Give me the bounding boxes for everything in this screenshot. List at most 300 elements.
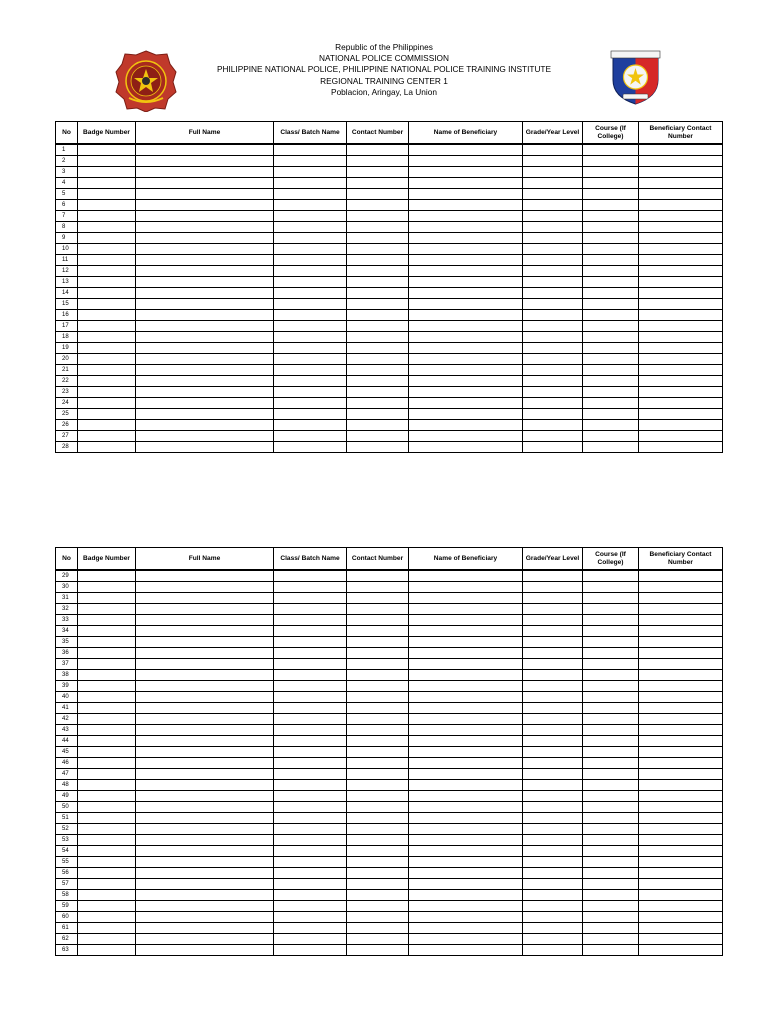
cell-class-batch-name[interactable] bbox=[274, 615, 347, 626]
cell-beneficiary-contact-number[interactable] bbox=[639, 189, 723, 200]
cell-full-name[interactable] bbox=[136, 376, 274, 387]
cell-full-name[interactable] bbox=[136, 299, 274, 310]
cell-badge-number[interactable] bbox=[78, 299, 136, 310]
cell-course-if-college[interactable] bbox=[583, 189, 639, 200]
cell-course-if-college[interactable] bbox=[583, 659, 639, 670]
cell-full-name[interactable] bbox=[136, 879, 274, 890]
cell-badge-number[interactable] bbox=[78, 857, 136, 868]
cell-badge-number[interactable] bbox=[78, 593, 136, 604]
cell-name-of-beneficiary[interactable] bbox=[409, 703, 523, 714]
cell-grade-year-level[interactable] bbox=[523, 846, 583, 857]
cell-badge-number[interactable] bbox=[78, 868, 136, 879]
cell-grade-year-level[interactable] bbox=[523, 912, 583, 923]
cell-class-batch-name[interactable] bbox=[274, 703, 347, 714]
cell-grade-year-level[interactable] bbox=[523, 277, 583, 288]
cell-badge-number[interactable] bbox=[78, 387, 136, 398]
cell-contact-number[interactable] bbox=[347, 791, 409, 802]
cell-beneficiary-contact-number[interactable] bbox=[639, 945, 723, 956]
cell-beneficiary-contact-number[interactable] bbox=[639, 409, 723, 420]
cell-full-name[interactable] bbox=[136, 582, 274, 593]
cell-contact-number[interactable] bbox=[347, 615, 409, 626]
cell-course-if-college[interactable] bbox=[583, 582, 639, 593]
cell-beneficiary-contact-number[interactable] bbox=[639, 288, 723, 299]
cell-contact-number[interactable] bbox=[347, 604, 409, 615]
cell-course-if-college[interactable] bbox=[583, 703, 639, 714]
cell-beneficiary-contact-number[interactable] bbox=[639, 824, 723, 835]
cell-class-batch-name[interactable] bbox=[274, 747, 347, 758]
cell-full-name[interactable] bbox=[136, 692, 274, 703]
cell-contact-number[interactable] bbox=[347, 692, 409, 703]
cell-grade-year-level[interactable] bbox=[523, 659, 583, 670]
cell-grade-year-level[interactable] bbox=[523, 570, 583, 582]
cell-grade-year-level[interactable] bbox=[523, 714, 583, 725]
cell-badge-number[interactable] bbox=[78, 321, 136, 332]
cell-full-name[interactable] bbox=[136, 747, 274, 758]
cell-badge-number[interactable] bbox=[78, 758, 136, 769]
cell-badge-number[interactable] bbox=[78, 365, 136, 376]
cell-beneficiary-contact-number[interactable] bbox=[639, 244, 723, 255]
cell-course-if-college[interactable] bbox=[583, 255, 639, 266]
cell-badge-number[interactable] bbox=[78, 769, 136, 780]
cell-course-if-college[interactable] bbox=[583, 593, 639, 604]
cell-contact-number[interactable] bbox=[347, 879, 409, 890]
cell-class-batch-name[interactable] bbox=[274, 868, 347, 879]
cell-contact-number[interactable] bbox=[347, 211, 409, 222]
cell-name-of-beneficiary[interactable] bbox=[409, 670, 523, 681]
cell-badge-number[interactable] bbox=[78, 681, 136, 692]
cell-class-batch-name[interactable] bbox=[274, 321, 347, 332]
cell-grade-year-level[interactable] bbox=[523, 802, 583, 813]
cell-beneficiary-contact-number[interactable] bbox=[639, 868, 723, 879]
cell-contact-number[interactable] bbox=[347, 923, 409, 934]
cell-full-name[interactable] bbox=[136, 604, 274, 615]
cell-contact-number[interactable] bbox=[347, 299, 409, 310]
cell-course-if-college[interactable] bbox=[583, 692, 639, 703]
cell-beneficiary-contact-number[interactable] bbox=[639, 211, 723, 222]
cell-badge-number[interactable] bbox=[78, 200, 136, 211]
cell-badge-number[interactable] bbox=[78, 714, 136, 725]
cell-beneficiary-contact-number[interactable] bbox=[639, 802, 723, 813]
cell-beneficiary-contact-number[interactable] bbox=[639, 813, 723, 824]
cell-grade-year-level[interactable] bbox=[523, 332, 583, 343]
cell-contact-number[interactable] bbox=[347, 780, 409, 791]
cell-beneficiary-contact-number[interactable] bbox=[639, 780, 723, 791]
cell-course-if-college[interactable] bbox=[583, 890, 639, 901]
cell-grade-year-level[interactable] bbox=[523, 167, 583, 178]
cell-grade-year-level[interactable] bbox=[523, 156, 583, 167]
cell-class-batch-name[interactable] bbox=[274, 714, 347, 725]
cell-grade-year-level[interactable] bbox=[523, 310, 583, 321]
cell-grade-year-level[interactable] bbox=[523, 354, 583, 365]
cell-grade-year-level[interactable] bbox=[523, 288, 583, 299]
cell-class-batch-name[interactable] bbox=[274, 211, 347, 222]
cell-contact-number[interactable] bbox=[347, 637, 409, 648]
cell-contact-number[interactable] bbox=[347, 167, 409, 178]
cell-full-name[interactable] bbox=[136, 769, 274, 780]
cell-full-name[interactable] bbox=[136, 901, 274, 912]
cell-full-name[interactable] bbox=[136, 398, 274, 409]
cell-class-batch-name[interactable] bbox=[274, 354, 347, 365]
cell-full-name[interactable] bbox=[136, 758, 274, 769]
cell-name-of-beneficiary[interactable] bbox=[409, 615, 523, 626]
cell-beneficiary-contact-number[interactable] bbox=[639, 670, 723, 681]
cell-course-if-college[interactable] bbox=[583, 637, 639, 648]
cell-full-name[interactable] bbox=[136, 659, 274, 670]
cell-contact-number[interactable] bbox=[347, 420, 409, 431]
cell-name-of-beneficiary[interactable] bbox=[409, 868, 523, 879]
cell-name-of-beneficiary[interactable] bbox=[409, 934, 523, 945]
cell-class-batch-name[interactable] bbox=[274, 912, 347, 923]
cell-course-if-college[interactable] bbox=[583, 420, 639, 431]
cell-name-of-beneficiary[interactable] bbox=[409, 736, 523, 747]
cell-class-batch-name[interactable] bbox=[274, 934, 347, 945]
cell-contact-number[interactable] bbox=[347, 222, 409, 233]
cell-course-if-college[interactable] bbox=[583, 222, 639, 233]
cell-badge-number[interactable] bbox=[78, 255, 136, 266]
cell-badge-number[interactable] bbox=[78, 780, 136, 791]
cell-grade-year-level[interactable] bbox=[523, 670, 583, 681]
cell-full-name[interactable] bbox=[136, 615, 274, 626]
cell-course-if-college[interactable] bbox=[583, 648, 639, 659]
cell-name-of-beneficiary[interactable] bbox=[409, 222, 523, 233]
cell-name-of-beneficiary[interactable] bbox=[409, 144, 523, 156]
cell-course-if-college[interactable] bbox=[583, 354, 639, 365]
cell-name-of-beneficiary[interactable] bbox=[409, 923, 523, 934]
cell-badge-number[interactable] bbox=[78, 332, 136, 343]
cell-beneficiary-contact-number[interactable] bbox=[639, 659, 723, 670]
cell-contact-number[interactable] bbox=[347, 582, 409, 593]
cell-badge-number[interactable] bbox=[78, 277, 136, 288]
cell-contact-number[interactable] bbox=[347, 255, 409, 266]
cell-course-if-college[interactable] bbox=[583, 868, 639, 879]
cell-beneficiary-contact-number[interactable] bbox=[639, 299, 723, 310]
cell-full-name[interactable] bbox=[136, 824, 274, 835]
cell-beneficiary-contact-number[interactable] bbox=[639, 604, 723, 615]
cell-name-of-beneficiary[interactable] bbox=[409, 570, 523, 582]
cell-class-batch-name[interactable] bbox=[274, 288, 347, 299]
cell-grade-year-level[interactable] bbox=[523, 266, 583, 277]
cell-course-if-college[interactable] bbox=[583, 431, 639, 442]
cell-course-if-college[interactable] bbox=[583, 144, 639, 156]
cell-course-if-college[interactable] bbox=[583, 714, 639, 725]
cell-beneficiary-contact-number[interactable] bbox=[639, 420, 723, 431]
cell-badge-number[interactable] bbox=[78, 692, 136, 703]
cell-course-if-college[interactable] bbox=[583, 681, 639, 692]
cell-grade-year-level[interactable] bbox=[523, 824, 583, 835]
cell-name-of-beneficiary[interactable] bbox=[409, 244, 523, 255]
cell-badge-number[interactable] bbox=[78, 354, 136, 365]
cell-badge-number[interactable] bbox=[78, 442, 136, 453]
cell-contact-number[interactable] bbox=[347, 266, 409, 277]
cell-contact-number[interactable] bbox=[347, 868, 409, 879]
cell-full-name[interactable] bbox=[136, 736, 274, 747]
cell-badge-number[interactable] bbox=[78, 144, 136, 156]
cell-name-of-beneficiary[interactable] bbox=[409, 626, 523, 637]
cell-class-batch-name[interactable] bbox=[274, 725, 347, 736]
cell-name-of-beneficiary[interactable] bbox=[409, 813, 523, 824]
cell-badge-number[interactable] bbox=[78, 431, 136, 442]
cell-name-of-beneficiary[interactable] bbox=[409, 791, 523, 802]
cell-name-of-beneficiary[interactable] bbox=[409, 288, 523, 299]
cell-badge-number[interactable] bbox=[78, 802, 136, 813]
cell-course-if-college[interactable] bbox=[583, 178, 639, 189]
cell-contact-number[interactable] bbox=[347, 189, 409, 200]
cell-name-of-beneficiary[interactable] bbox=[409, 354, 523, 365]
cell-contact-number[interactable] bbox=[347, 365, 409, 376]
cell-beneficiary-contact-number[interactable] bbox=[639, 321, 723, 332]
cell-name-of-beneficiary[interactable] bbox=[409, 758, 523, 769]
cell-contact-number[interactable] bbox=[347, 934, 409, 945]
cell-badge-number[interactable] bbox=[78, 156, 136, 167]
cell-full-name[interactable] bbox=[136, 167, 274, 178]
cell-contact-number[interactable] bbox=[347, 387, 409, 398]
cell-full-name[interactable] bbox=[136, 868, 274, 879]
cell-full-name[interactable] bbox=[136, 420, 274, 431]
cell-badge-number[interactable] bbox=[78, 310, 136, 321]
cell-contact-number[interactable] bbox=[347, 332, 409, 343]
cell-badge-number[interactable] bbox=[78, 420, 136, 431]
cell-contact-number[interactable] bbox=[347, 178, 409, 189]
cell-beneficiary-contact-number[interactable] bbox=[639, 648, 723, 659]
cell-contact-number[interactable] bbox=[347, 681, 409, 692]
cell-badge-number[interactable] bbox=[78, 615, 136, 626]
cell-name-of-beneficiary[interactable] bbox=[409, 681, 523, 692]
cell-grade-year-level[interactable] bbox=[523, 637, 583, 648]
cell-class-batch-name[interactable] bbox=[274, 167, 347, 178]
cell-contact-number[interactable] bbox=[347, 736, 409, 747]
cell-beneficiary-contact-number[interactable] bbox=[639, 835, 723, 846]
cell-badge-number[interactable] bbox=[78, 890, 136, 901]
cell-class-batch-name[interactable] bbox=[274, 310, 347, 321]
cell-contact-number[interactable] bbox=[347, 277, 409, 288]
cell-grade-year-level[interactable] bbox=[523, 945, 583, 956]
cell-beneficiary-contact-number[interactable] bbox=[639, 222, 723, 233]
cell-full-name[interactable] bbox=[136, 890, 274, 901]
cell-course-if-college[interactable] bbox=[583, 200, 639, 211]
cell-course-if-college[interactable] bbox=[583, 332, 639, 343]
cell-contact-number[interactable] bbox=[347, 244, 409, 255]
cell-beneficiary-contact-number[interactable] bbox=[639, 791, 723, 802]
cell-class-batch-name[interactable] bbox=[274, 343, 347, 354]
cell-name-of-beneficiary[interactable] bbox=[409, 398, 523, 409]
cell-badge-number[interactable] bbox=[78, 244, 136, 255]
cell-name-of-beneficiary[interactable] bbox=[409, 156, 523, 167]
cell-name-of-beneficiary[interactable] bbox=[409, 714, 523, 725]
cell-course-if-college[interactable] bbox=[583, 442, 639, 453]
cell-full-name[interactable] bbox=[136, 442, 274, 453]
cell-full-name[interactable] bbox=[136, 670, 274, 681]
cell-course-if-college[interactable] bbox=[583, 156, 639, 167]
cell-full-name[interactable] bbox=[136, 200, 274, 211]
cell-grade-year-level[interactable] bbox=[523, 178, 583, 189]
cell-grade-year-level[interactable] bbox=[523, 376, 583, 387]
cell-class-batch-name[interactable] bbox=[274, 255, 347, 266]
cell-contact-number[interactable] bbox=[347, 912, 409, 923]
cell-beneficiary-contact-number[interactable] bbox=[639, 901, 723, 912]
cell-contact-number[interactable] bbox=[347, 703, 409, 714]
cell-contact-number[interactable] bbox=[347, 714, 409, 725]
cell-course-if-college[interactable] bbox=[583, 244, 639, 255]
cell-class-batch-name[interactable] bbox=[274, 178, 347, 189]
cell-grade-year-level[interactable] bbox=[523, 923, 583, 934]
cell-grade-year-level[interactable] bbox=[523, 211, 583, 222]
cell-course-if-college[interactable] bbox=[583, 857, 639, 868]
cell-name-of-beneficiary[interactable] bbox=[409, 835, 523, 846]
cell-course-if-college[interactable] bbox=[583, 802, 639, 813]
cell-full-name[interactable] bbox=[136, 934, 274, 945]
cell-name-of-beneficiary[interactable] bbox=[409, 945, 523, 956]
cell-badge-number[interactable] bbox=[78, 626, 136, 637]
cell-beneficiary-contact-number[interactable] bbox=[639, 747, 723, 758]
cell-full-name[interactable] bbox=[136, 387, 274, 398]
cell-grade-year-level[interactable] bbox=[523, 879, 583, 890]
cell-full-name[interactable] bbox=[136, 703, 274, 714]
cell-class-batch-name[interactable] bbox=[274, 420, 347, 431]
cell-badge-number[interactable] bbox=[78, 934, 136, 945]
cell-badge-number[interactable] bbox=[78, 824, 136, 835]
cell-full-name[interactable] bbox=[136, 409, 274, 420]
cell-badge-number[interactable] bbox=[78, 570, 136, 582]
cell-name-of-beneficiary[interactable] bbox=[409, 277, 523, 288]
cell-full-name[interactable] bbox=[136, 288, 274, 299]
cell-course-if-college[interactable] bbox=[583, 277, 639, 288]
cell-full-name[interactable] bbox=[136, 332, 274, 343]
cell-beneficiary-contact-number[interactable] bbox=[639, 582, 723, 593]
cell-grade-year-level[interactable] bbox=[523, 244, 583, 255]
cell-beneficiary-contact-number[interactable] bbox=[639, 310, 723, 321]
cell-grade-year-level[interactable] bbox=[523, 835, 583, 846]
cell-course-if-college[interactable] bbox=[583, 167, 639, 178]
cell-grade-year-level[interactable] bbox=[523, 222, 583, 233]
cell-class-batch-name[interactable] bbox=[274, 901, 347, 912]
cell-grade-year-level[interactable] bbox=[523, 387, 583, 398]
cell-grade-year-level[interactable] bbox=[523, 420, 583, 431]
cell-name-of-beneficiary[interactable] bbox=[409, 857, 523, 868]
cell-class-batch-name[interactable] bbox=[274, 332, 347, 343]
cell-name-of-beneficiary[interactable] bbox=[409, 659, 523, 670]
cell-grade-year-level[interactable] bbox=[523, 255, 583, 266]
cell-badge-number[interactable] bbox=[78, 879, 136, 890]
cell-name-of-beneficiary[interactable] bbox=[409, 692, 523, 703]
cell-contact-number[interactable] bbox=[347, 835, 409, 846]
cell-beneficiary-contact-number[interactable] bbox=[639, 398, 723, 409]
cell-full-name[interactable] bbox=[136, 648, 274, 659]
cell-class-batch-name[interactable] bbox=[274, 200, 347, 211]
cell-contact-number[interactable] bbox=[347, 354, 409, 365]
cell-class-batch-name[interactable] bbox=[274, 835, 347, 846]
cell-name-of-beneficiary[interactable] bbox=[409, 431, 523, 442]
cell-contact-number[interactable] bbox=[347, 288, 409, 299]
cell-name-of-beneficiary[interactable] bbox=[409, 912, 523, 923]
cell-course-if-college[interactable] bbox=[583, 299, 639, 310]
cell-name-of-beneficiary[interactable] bbox=[409, 879, 523, 890]
cell-course-if-college[interactable] bbox=[583, 769, 639, 780]
cell-class-batch-name[interactable] bbox=[274, 813, 347, 824]
cell-contact-number[interactable] bbox=[347, 310, 409, 321]
cell-course-if-college[interactable] bbox=[583, 901, 639, 912]
cell-grade-year-level[interactable] bbox=[523, 857, 583, 868]
cell-badge-number[interactable] bbox=[78, 736, 136, 747]
cell-class-batch-name[interactable] bbox=[274, 780, 347, 791]
cell-name-of-beneficiary[interactable] bbox=[409, 233, 523, 244]
cell-beneficiary-contact-number[interactable] bbox=[639, 692, 723, 703]
cell-contact-number[interactable] bbox=[347, 431, 409, 442]
cell-grade-year-level[interactable] bbox=[523, 365, 583, 376]
cell-name-of-beneficiary[interactable] bbox=[409, 343, 523, 354]
cell-class-batch-name[interactable] bbox=[274, 582, 347, 593]
cell-full-name[interactable] bbox=[136, 637, 274, 648]
cell-contact-number[interactable] bbox=[347, 144, 409, 156]
cell-grade-year-level[interactable] bbox=[523, 321, 583, 332]
cell-class-batch-name[interactable] bbox=[274, 945, 347, 956]
cell-full-name[interactable] bbox=[136, 791, 274, 802]
cell-course-if-college[interactable] bbox=[583, 310, 639, 321]
cell-contact-number[interactable] bbox=[347, 945, 409, 956]
cell-full-name[interactable] bbox=[136, 857, 274, 868]
cell-full-name[interactable] bbox=[136, 354, 274, 365]
cell-class-batch-name[interactable] bbox=[274, 431, 347, 442]
cell-full-name[interactable] bbox=[136, 233, 274, 244]
cell-class-batch-name[interactable] bbox=[274, 791, 347, 802]
cell-contact-number[interactable] bbox=[347, 857, 409, 868]
cell-course-if-college[interactable] bbox=[583, 670, 639, 681]
cell-badge-number[interactable] bbox=[78, 846, 136, 857]
cell-beneficiary-contact-number[interactable] bbox=[639, 846, 723, 857]
cell-badge-number[interactable] bbox=[78, 343, 136, 354]
cell-class-batch-name[interactable] bbox=[274, 387, 347, 398]
cell-full-name[interactable] bbox=[136, 222, 274, 233]
cell-contact-number[interactable] bbox=[347, 901, 409, 912]
cell-course-if-college[interactable] bbox=[583, 758, 639, 769]
cell-course-if-college[interactable] bbox=[583, 211, 639, 222]
cell-grade-year-level[interactable] bbox=[523, 200, 583, 211]
cell-contact-number[interactable] bbox=[347, 321, 409, 332]
cell-course-if-college[interactable] bbox=[583, 398, 639, 409]
cell-full-name[interactable] bbox=[136, 144, 274, 156]
cell-full-name[interactable] bbox=[136, 802, 274, 813]
cell-badge-number[interactable] bbox=[78, 923, 136, 934]
cell-name-of-beneficiary[interactable] bbox=[409, 802, 523, 813]
cell-beneficiary-contact-number[interactable] bbox=[639, 681, 723, 692]
cell-full-name[interactable] bbox=[136, 178, 274, 189]
cell-grade-year-level[interactable] bbox=[523, 758, 583, 769]
cell-course-if-college[interactable] bbox=[583, 736, 639, 747]
cell-full-name[interactable] bbox=[136, 593, 274, 604]
cell-grade-year-level[interactable] bbox=[523, 736, 583, 747]
cell-contact-number[interactable] bbox=[347, 670, 409, 681]
cell-full-name[interactable] bbox=[136, 813, 274, 824]
cell-class-batch-name[interactable] bbox=[274, 923, 347, 934]
cell-name-of-beneficiary[interactable] bbox=[409, 321, 523, 332]
cell-class-batch-name[interactable] bbox=[274, 769, 347, 780]
cell-grade-year-level[interactable] bbox=[523, 144, 583, 156]
cell-name-of-beneficiary[interactable] bbox=[409, 387, 523, 398]
cell-name-of-beneficiary[interactable] bbox=[409, 189, 523, 200]
cell-contact-number[interactable] bbox=[347, 376, 409, 387]
cell-badge-number[interactable] bbox=[78, 222, 136, 233]
cell-contact-number[interactable] bbox=[347, 890, 409, 901]
cell-badge-number[interactable] bbox=[78, 747, 136, 758]
cell-grade-year-level[interactable] bbox=[523, 398, 583, 409]
cell-name-of-beneficiary[interactable] bbox=[409, 582, 523, 593]
cell-badge-number[interactable] bbox=[78, 398, 136, 409]
cell-course-if-college[interactable] bbox=[583, 626, 639, 637]
cell-class-batch-name[interactable] bbox=[274, 156, 347, 167]
cell-beneficiary-contact-number[interactable] bbox=[639, 615, 723, 626]
cell-beneficiary-contact-number[interactable] bbox=[639, 200, 723, 211]
cell-contact-number[interactable] bbox=[347, 442, 409, 453]
cell-beneficiary-contact-number[interactable] bbox=[639, 178, 723, 189]
